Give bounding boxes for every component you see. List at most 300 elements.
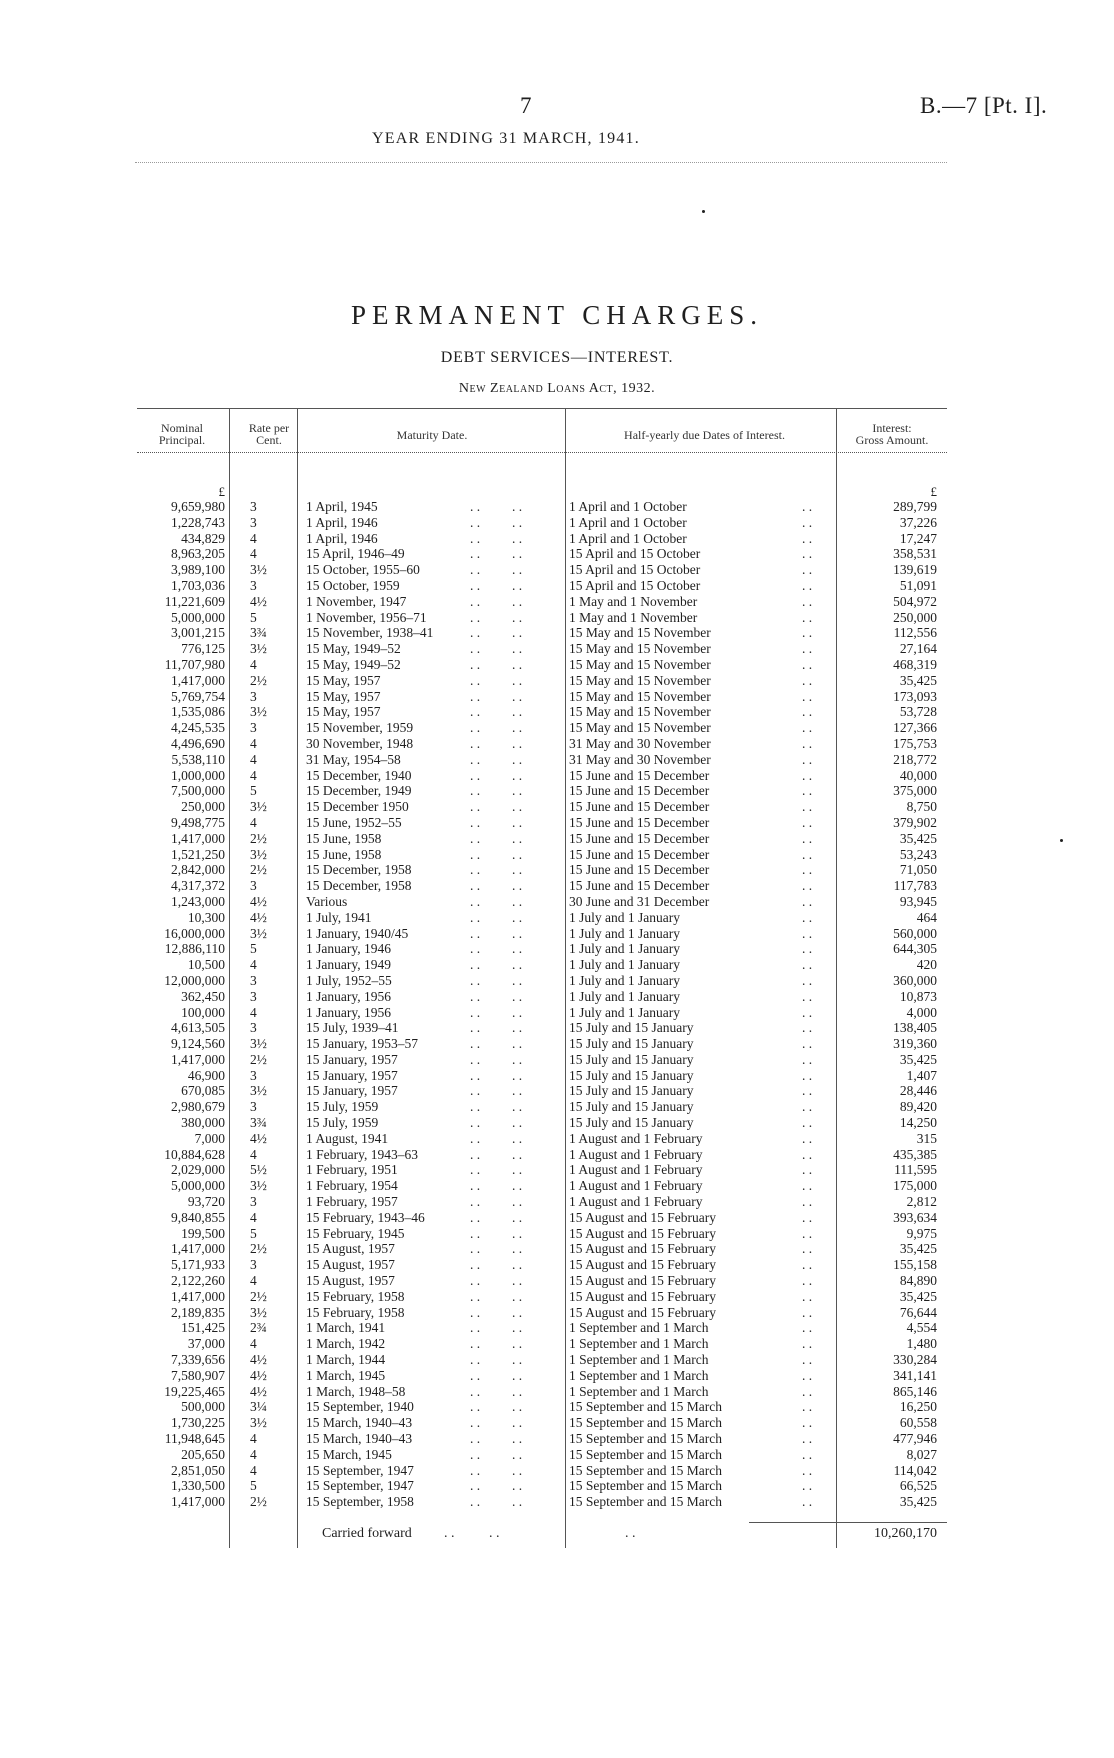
maturity-date: 1 January, 1949 bbox=[306, 957, 391, 973]
leader-dots: . . bbox=[470, 1209, 481, 1225]
maturity-cell bbox=[300, 689, 535, 705]
rate-cell: 4 bbox=[250, 751, 257, 767]
maturity-cell bbox=[300, 1226, 535, 1242]
table-row bbox=[137, 1463, 947, 1479]
table-row bbox=[137, 594, 947, 610]
table-row bbox=[137, 973, 947, 989]
half-yearly-dates: 15 May and 15 November bbox=[569, 672, 711, 688]
currency-symbol-interest: £ bbox=[930, 484, 937, 499]
leader-dots: . . bbox=[470, 1273, 481, 1289]
leader-dots: . . bbox=[512, 941, 523, 957]
leader-dots: . . bbox=[512, 1051, 523, 1067]
leader-dots: . . bbox=[802, 972, 813, 988]
leader-dots: . . bbox=[802, 704, 813, 720]
principal-cell: 12,000,000 bbox=[164, 972, 225, 988]
leader-dots: . . bbox=[512, 735, 523, 751]
table-row bbox=[137, 499, 947, 515]
table-row bbox=[137, 515, 947, 531]
half-yearly-dates: 31 May and 30 November bbox=[569, 751, 711, 767]
interest-cell: 330,284 bbox=[893, 1352, 937, 1368]
leader-dots: . . bbox=[802, 1020, 813, 1036]
half-yearly-dates: 15 September and 15 March bbox=[569, 1399, 722, 1415]
half-yearly-dates: 15 May and 15 November bbox=[569, 625, 711, 641]
rate-cell: 4½ bbox=[250, 593, 267, 609]
page-number: 7 bbox=[520, 93, 532, 118]
leader-dots: . . bbox=[512, 1162, 523, 1178]
currency-row bbox=[137, 484, 947, 499]
table-row bbox=[137, 657, 947, 673]
table-row bbox=[137, 610, 947, 626]
leader-dots: . . bbox=[470, 704, 481, 720]
leader-dots: . . bbox=[470, 1194, 481, 1210]
half-yearly-dates: 15 September and 15 March bbox=[569, 1462, 722, 1478]
interest-cell: 10,873 bbox=[899, 988, 937, 1004]
table-row bbox=[137, 1368, 947, 1384]
leader-dots: . . bbox=[470, 1415, 481, 1431]
principal-cell: 1,330,500 bbox=[171, 1478, 225, 1494]
interest-cell: 37,226 bbox=[899, 514, 937, 530]
maturity-cell bbox=[300, 531, 535, 547]
maturity-cell bbox=[300, 1257, 535, 1273]
maturity-date: 15 January, 1957 bbox=[306, 1051, 398, 1067]
leader-dots: . . bbox=[802, 562, 813, 578]
table-row bbox=[137, 831, 947, 847]
maturity-date: 15 September, 1958 bbox=[306, 1494, 414, 1510]
half-yearly-dates: 1 July and 1 January bbox=[569, 972, 680, 988]
maturity-date: 15 March, 1945 bbox=[306, 1446, 392, 1462]
leader-dots: . . bbox=[802, 988, 813, 1004]
leader-dots: . . bbox=[802, 909, 813, 925]
half-yearly-dates: 1 September and 1 March bbox=[569, 1320, 709, 1336]
half-yearly-dates: 1 July and 1 January bbox=[569, 925, 680, 941]
leader-dots: . . bbox=[512, 609, 523, 625]
leader-dots: . . bbox=[470, 1352, 481, 1368]
leader-dots: . . bbox=[470, 593, 481, 609]
half-yearly-dates: 15 July and 15 January bbox=[569, 1115, 694, 1131]
maturity-cell bbox=[300, 1447, 535, 1463]
principal-cell: 4,245,535 bbox=[171, 720, 225, 736]
table-row bbox=[137, 1494, 947, 1510]
rate-cell: 4½ bbox=[250, 1383, 267, 1399]
maturity-date: 1 November, 1947 bbox=[306, 593, 407, 609]
principal-cell: 2,842,000 bbox=[171, 862, 225, 878]
table-row bbox=[137, 1131, 947, 1147]
leader-dots: . . bbox=[470, 530, 481, 546]
interest-cell: 865,146 bbox=[893, 1383, 937, 1399]
leader-dots: . . bbox=[470, 1225, 481, 1241]
maturity-date: 1 April, 1945 bbox=[306, 499, 378, 514]
rate-cell: 4 bbox=[250, 656, 257, 672]
leader-dots: . . bbox=[512, 1225, 523, 1241]
maturity-cell bbox=[300, 499, 535, 515]
table-row bbox=[137, 1210, 947, 1226]
half-yearly-dates: 1 July and 1 January bbox=[569, 1004, 680, 1020]
leader-dots: . . bbox=[512, 672, 523, 688]
leader-dots: . . bbox=[512, 878, 523, 894]
leader-dots: . . bbox=[470, 1130, 481, 1146]
leader-dots: . . bbox=[802, 1130, 813, 1146]
half-yearly-dates: 15 August and 15 February bbox=[569, 1288, 716, 1304]
leader-dots: . . bbox=[470, 862, 481, 878]
leader-dots: . . bbox=[802, 1067, 813, 1083]
carried-forward-total: 10,260,170 bbox=[874, 1526, 937, 1541]
half-yearly-dates: 15 April and 15 October bbox=[569, 546, 701, 562]
leader-dots: . . bbox=[470, 577, 481, 593]
maturity-date: 1 November, 1956–71 bbox=[306, 609, 427, 625]
maturity-cell bbox=[300, 1178, 535, 1194]
interest-cell: 114,042 bbox=[893, 1462, 937, 1478]
leader-dots: . . bbox=[802, 1225, 813, 1241]
leader-dots: . . bbox=[470, 1257, 481, 1273]
half-yearly-dates: 15 May and 15 November bbox=[569, 688, 711, 704]
interest-cell: 2,812 bbox=[906, 1194, 937, 1210]
leader-dots: . . bbox=[802, 846, 813, 862]
currency-symbol-principal: £ bbox=[218, 484, 225, 499]
principal-cell: 93,720 bbox=[187, 1194, 225, 1210]
rate-cell: 4½ bbox=[250, 893, 267, 909]
maturity-cell bbox=[300, 1162, 535, 1178]
principal-cell: 19,225,465 bbox=[164, 1383, 225, 1399]
principal-cell: 1,417,000 bbox=[171, 1241, 225, 1257]
half-yearly-dates: 15 July and 15 January bbox=[569, 1020, 694, 1036]
maturity-date: 15 December, 1949 bbox=[306, 783, 412, 799]
maturity-cell bbox=[300, 720, 535, 736]
rate-cell: 2½ bbox=[250, 1494, 267, 1510]
leader-dots: . . bbox=[802, 546, 813, 562]
leader-dots: . . bbox=[512, 530, 523, 546]
leader-dots: . . bbox=[512, 988, 523, 1004]
carried-forward-label: Carried forward bbox=[322, 1526, 412, 1541]
table-row bbox=[137, 625, 947, 641]
leader-dots: . . bbox=[470, 1446, 481, 1462]
table-row bbox=[137, 783, 947, 799]
column-header-principal: Nominal Principal. bbox=[158, 421, 206, 447]
leader-dots: . . bbox=[470, 1020, 481, 1036]
maturity-date: 15 October, 1955–60 bbox=[306, 562, 420, 578]
leader-dots: . . bbox=[470, 609, 481, 625]
rate-cell: 3¾ bbox=[250, 1115, 267, 1131]
rate-cell: 2½ bbox=[250, 1288, 267, 1304]
half-yearly-dates: 1 August and 1 February bbox=[569, 1162, 703, 1178]
rate-cell: 3 bbox=[250, 988, 257, 1004]
leader-dots: . . bbox=[470, 1241, 481, 1257]
maturity-date: 1 January, 1940/45 bbox=[306, 925, 409, 941]
leader-dots: . . bbox=[470, 1115, 481, 1131]
rate-cell: 3½ bbox=[250, 846, 267, 862]
principal-cell: 7,000 bbox=[194, 1130, 225, 1146]
maturity-date: 15 August, 1957 bbox=[306, 1257, 395, 1273]
interest-cell: 9,975 bbox=[906, 1225, 937, 1241]
table-row bbox=[137, 926, 947, 942]
table-row bbox=[137, 910, 947, 926]
maturity-date: 1 August, 1941 bbox=[306, 1130, 389, 1146]
principal-cell: 1,243,000 bbox=[171, 893, 225, 909]
leader-dots: . . bbox=[470, 720, 481, 736]
leader-dots: . . bbox=[802, 1178, 813, 1194]
maturity-cell bbox=[300, 578, 535, 594]
interest-cell: 420 bbox=[916, 957, 937, 973]
leader-dots: . . bbox=[802, 1051, 813, 1067]
rate-cell: 4 bbox=[250, 814, 257, 830]
rate-cell: 4½ bbox=[250, 1130, 267, 1146]
leader-dots: . . bbox=[802, 783, 813, 799]
table-row bbox=[137, 1478, 947, 1494]
interest-cell: 27,164 bbox=[899, 641, 937, 657]
maturity-cell bbox=[300, 1494, 535, 1510]
rate-cell: 3¼ bbox=[250, 1399, 267, 1415]
interest-cell: 375,000 bbox=[893, 783, 937, 799]
principal-cell: 11,707,980 bbox=[164, 656, 225, 672]
maturity-cell bbox=[300, 815, 535, 831]
maturity-cell bbox=[300, 783, 535, 799]
leader-dots: . . bbox=[470, 672, 481, 688]
leader-dots: . . bbox=[512, 1257, 523, 1273]
half-yearly-dates: 15 July and 15 January bbox=[569, 1036, 694, 1052]
table-row bbox=[137, 1147, 947, 1163]
maturity-cell bbox=[300, 799, 535, 815]
leader-dots: . . bbox=[512, 1383, 523, 1399]
half-yearly-dates: 15 August and 15 February bbox=[569, 1257, 716, 1273]
rate-cell: 3½ bbox=[250, 925, 267, 941]
table-row bbox=[137, 578, 947, 594]
leader-dots: . . bbox=[802, 941, 813, 957]
principal-cell: 16,000,000 bbox=[164, 925, 225, 941]
maturity-cell bbox=[300, 1131, 535, 1147]
rate-cell: 5 bbox=[250, 1225, 257, 1241]
leader-dots: . . bbox=[470, 1036, 481, 1052]
maturity-cell bbox=[300, 562, 535, 578]
interest-cell: 66,525 bbox=[899, 1478, 937, 1494]
leader-dots: . . bbox=[512, 1194, 523, 1210]
half-yearly-dates: 1 May and 1 November bbox=[569, 609, 698, 625]
maturity-date: 1 July, 1941 bbox=[306, 909, 372, 925]
leader-dots: . . bbox=[512, 1099, 523, 1115]
leader-dots: . . bbox=[470, 957, 481, 973]
leader-dots: . . bbox=[512, 1067, 523, 1083]
half-yearly-dates: 15 September and 15 March bbox=[569, 1446, 722, 1462]
half-yearly-dates: 15 April and 15 October bbox=[569, 577, 701, 593]
table-row bbox=[137, 1052, 947, 1068]
rate-cell: 3 bbox=[250, 1099, 257, 1115]
principal-cell: 10,500 bbox=[187, 957, 225, 973]
maturity-cell bbox=[300, 957, 535, 973]
half-yearly-dates: 1 August and 1 February bbox=[569, 1178, 703, 1194]
table-row bbox=[137, 1068, 947, 1084]
leader-dots: . . bbox=[802, 799, 813, 815]
column-header-half-yearly: Half-yearly due Dates of Interest. bbox=[624, 428, 785, 442]
leader-dots: . . bbox=[512, 1083, 523, 1099]
rate-cell: 4 bbox=[250, 1446, 257, 1462]
leader-dots: . . bbox=[512, 1288, 523, 1304]
table-row bbox=[137, 562, 947, 578]
principal-cell: 8,963,205 bbox=[171, 546, 225, 562]
leader-dots: . . bbox=[512, 720, 523, 736]
leader-dots: . . bbox=[802, 1194, 813, 1210]
interest-cell: 175,753 bbox=[893, 735, 937, 751]
principal-cell: 11,221,609 bbox=[164, 593, 225, 609]
maturity-date: 15 December, 1958 bbox=[306, 862, 412, 878]
interest-cell: 138,405 bbox=[893, 1020, 937, 1036]
half-yearly-dates: 15 August and 15 February bbox=[569, 1209, 716, 1225]
maturity-date: 15 November, 1938–41 bbox=[306, 625, 434, 641]
maturity-date: 15 May, 1957 bbox=[306, 672, 381, 688]
rate-cell: 3 bbox=[250, 972, 257, 988]
table-row bbox=[137, 1352, 947, 1368]
leader-dots: . . bbox=[512, 799, 523, 815]
interest-cell: 89,420 bbox=[899, 1099, 937, 1115]
maturity-cell bbox=[300, 1194, 535, 1210]
interest-cell: 1,480 bbox=[906, 1336, 937, 1352]
principal-cell: 5,171,933 bbox=[171, 1257, 225, 1273]
leader-dots: . . bbox=[512, 1020, 523, 1036]
rate-cell: 4 bbox=[250, 1209, 257, 1225]
interest-cell: 53,243 bbox=[899, 846, 937, 862]
interest-cell: 76,644 bbox=[899, 1304, 937, 1320]
leader-dots: . . bbox=[512, 641, 523, 657]
leader-dots: . . bbox=[470, 878, 481, 894]
principal-cell: 7,580,907 bbox=[171, 1367, 225, 1383]
rate-cell: 4 bbox=[250, 957, 257, 973]
half-yearly-dates: 15 June and 15 December bbox=[569, 783, 710, 799]
interest-cell: 127,366 bbox=[893, 720, 937, 736]
table-row bbox=[137, 1194, 947, 1210]
rate-cell: 2½ bbox=[250, 1051, 267, 1067]
leader-dots: . . bbox=[470, 1162, 481, 1178]
leader-dots: . . bbox=[802, 878, 813, 894]
half-yearly-dates: 1 September and 1 March bbox=[569, 1383, 709, 1399]
half-yearly-dates: 1 April and 1 October bbox=[569, 514, 687, 530]
interest-cell: 4,000 bbox=[906, 1004, 937, 1020]
maturity-date: 15 December, 1958 bbox=[306, 878, 412, 894]
leader-dots: . . bbox=[512, 1178, 523, 1194]
half-yearly-dates: 1 August and 1 February bbox=[569, 1194, 703, 1210]
half-yearly-dates: 15 June and 15 December bbox=[569, 862, 710, 878]
maturity-cell bbox=[300, 1052, 535, 1068]
rate-cell: 5 bbox=[250, 783, 257, 799]
leader-dots: . . bbox=[802, 1446, 813, 1462]
leader-dots: . . bbox=[512, 814, 523, 830]
maturity-date: 15 September, 1940 bbox=[306, 1399, 414, 1415]
leader-dots: . . bbox=[470, 925, 481, 941]
table-row bbox=[137, 1005, 947, 1021]
rate-cell: 4 bbox=[250, 767, 257, 783]
interest-cell: 84,890 bbox=[899, 1273, 937, 1289]
table-row bbox=[137, 1115, 947, 1131]
leader-dots: . . bbox=[512, 688, 523, 704]
principal-cell: 9,840,855 bbox=[171, 1209, 225, 1225]
rate-cell: 4 bbox=[250, 1146, 257, 1162]
principal-cell: 7,500,000 bbox=[171, 783, 225, 799]
interest-cell: 71,050 bbox=[899, 862, 937, 878]
interest-cell: 341,141 bbox=[893, 1367, 937, 1383]
leader-dots: . . bbox=[470, 941, 481, 957]
rate-cell: 4 bbox=[250, 1273, 257, 1289]
maturity-date: 15 May, 1949–52 bbox=[306, 641, 401, 657]
table-row bbox=[137, 1178, 947, 1194]
leader-dots: . . bbox=[802, 514, 813, 530]
table-row bbox=[137, 941, 947, 957]
half-yearly-dates: 15 September and 15 March bbox=[569, 1415, 722, 1431]
leader-dots: . . bbox=[512, 546, 523, 562]
header-rule bbox=[135, 162, 947, 163]
leader-dots: . . bbox=[512, 751, 523, 767]
rate-cell: 2¾ bbox=[250, 1320, 267, 1336]
rate-cell: 3½ bbox=[250, 641, 267, 657]
leader-dots: . . bbox=[802, 1162, 813, 1178]
principal-cell: 1,000,000 bbox=[171, 767, 225, 783]
interest-cell: 139,619 bbox=[893, 562, 937, 578]
leader-dots: . . bbox=[802, 720, 813, 736]
half-yearly-dates: 1 July and 1 January bbox=[569, 941, 680, 957]
table-row bbox=[137, 752, 947, 768]
leader-dots: . . bbox=[470, 1304, 481, 1320]
maturity-date: 15 August, 1957 bbox=[306, 1273, 395, 1289]
maturity-cell bbox=[300, 1478, 535, 1494]
table-row bbox=[137, 1320, 947, 1336]
maturity-date: 15 February, 1945 bbox=[306, 1225, 405, 1241]
table-row bbox=[137, 641, 947, 657]
rate-cell: 3½ bbox=[250, 1083, 267, 1099]
half-yearly-dates: 15 July and 15 January bbox=[569, 1099, 694, 1115]
table-row bbox=[137, 768, 947, 784]
rate-cell: 3½ bbox=[250, 1178, 267, 1194]
rate-cell: 3½ bbox=[250, 799, 267, 815]
leader-dots: . . bbox=[512, 656, 523, 672]
rate-cell: 3 bbox=[250, 499, 257, 514]
rate-cell: 4 bbox=[250, 1462, 257, 1478]
principal-cell: 776,125 bbox=[181, 641, 225, 657]
interest-cell: 218,772 bbox=[893, 751, 937, 767]
leader-dots: . . bbox=[470, 641, 481, 657]
rate-cell: 2½ bbox=[250, 830, 267, 846]
leader-dots: . . bbox=[470, 767, 481, 783]
half-yearly-dates: 1 July and 1 January bbox=[569, 957, 680, 973]
principal-cell: 5,000,000 bbox=[171, 1178, 225, 1194]
maturity-date: 1 March, 1941 bbox=[306, 1320, 386, 1336]
interest-cell: 4,554 bbox=[906, 1320, 937, 1336]
maturity-cell bbox=[300, 546, 535, 562]
half-yearly-dates: 1 July and 1 January bbox=[569, 909, 680, 925]
principal-cell: 10,884,628 bbox=[164, 1146, 225, 1162]
leader-dots: . . bbox=[512, 1462, 523, 1478]
leader-dots: . . bbox=[802, 1383, 813, 1399]
leader-dots: . . bbox=[802, 641, 813, 657]
principal-cell: 199,500 bbox=[181, 1225, 225, 1241]
rate-cell: 3½ bbox=[250, 1415, 267, 1431]
interest-cell: 360,000 bbox=[893, 972, 937, 988]
leader-dots: . . bbox=[802, 1288, 813, 1304]
interest-cell: 315 bbox=[916, 1130, 937, 1146]
leader-dots: . . bbox=[802, 1415, 813, 1431]
leader-dots: . . bbox=[470, 1478, 481, 1494]
principal-cell: 2,029,000 bbox=[171, 1162, 225, 1178]
principal-cell: 1,228,743 bbox=[171, 514, 225, 530]
carried-forward-row bbox=[137, 1526, 947, 1544]
leader-dots: . . bbox=[470, 499, 481, 514]
rate-cell: 3¾ bbox=[250, 625, 267, 641]
leader-dots: . . bbox=[470, 1462, 481, 1478]
half-yearly-dates: 15 September and 15 March bbox=[569, 1494, 722, 1510]
interest-cell: 35,425 bbox=[899, 1494, 937, 1510]
leader-dots: . . bbox=[802, 1036, 813, 1052]
rate-cell: 4 bbox=[250, 1431, 257, 1447]
interest-cell: 60,558 bbox=[899, 1415, 937, 1431]
table-row bbox=[137, 1257, 947, 1273]
maturity-cell bbox=[300, 1147, 535, 1163]
maturity-cell bbox=[300, 894, 535, 910]
half-yearly-dates: 15 June and 15 December bbox=[569, 846, 710, 862]
leader-dots: . . bbox=[512, 1494, 523, 1510]
